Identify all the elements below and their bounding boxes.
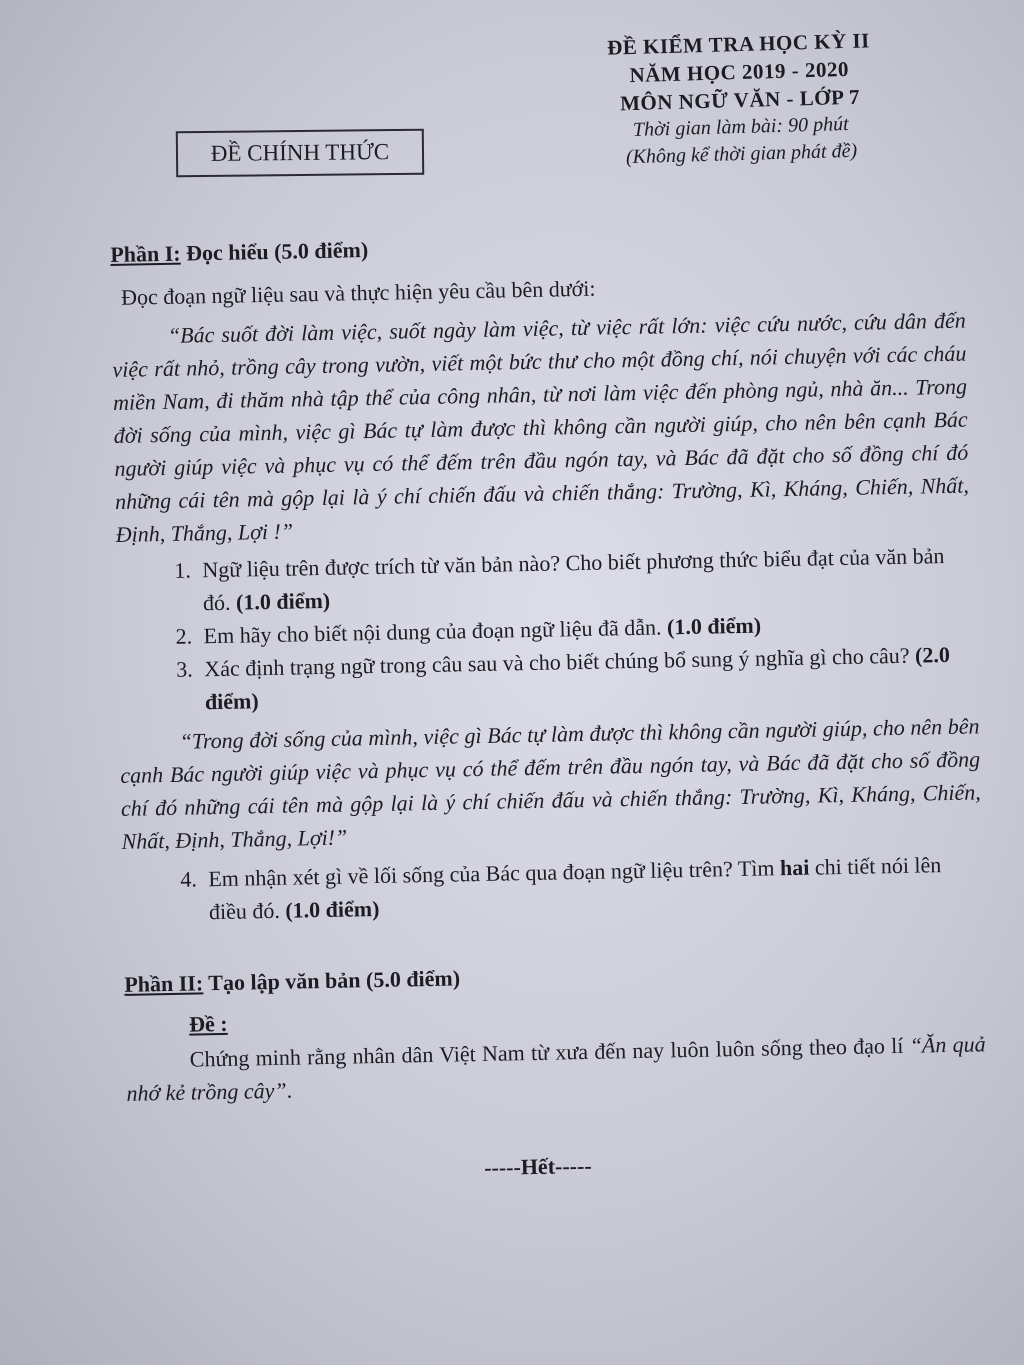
header-school-year: NĂM HỌC 2019 - 2020 <box>629 56 850 88</box>
question-list <box>116 538 979 719</box>
question-text-rest: chi tiết nói lên điều đó. <box>208 852 942 925</box>
essay-prompt-end: . <box>286 1077 293 1103</box>
part1-title <box>110 221 970 271</box>
part1-title-label: Phần I: <box>110 240 181 267</box>
essay-prompt <box>125 1027 986 1109</box>
end-mark: -----Hết----- <box>483 1152 592 1180</box>
exam-content <box>110 221 989 1212</box>
question-text: Xác định trạng ngữ trong câu sau và cho biết chúng bổ sung ý nghĩa gì cho câu? <box>204 642 916 682</box>
part2-title-text: Tạo lập văn bản (5.0 điểm) <box>202 965 461 996</box>
exam-header <box>558 25 922 173</box>
question-points: (2.0 điểm) <box>204 641 951 715</box>
official-label-box <box>176 129 424 178</box>
question-points: (1.0 điểm) <box>285 895 380 923</box>
quoted-sentence: “Trong đời sống của mình, việc gì Bác tự làm được thì không cần người giúp, cho nên bên cạnh Bác người giúp việc và phục vụ có thể đếm trên đầu ngón tay, và Bác đã đặt cho số đồng chí đó những cái tên mà gộp lại là ý chí chiến đấu và chiến thắng: Trường, Kì, Kháng, Chiến, Nhất, Định, Thắng, Lợi!” <box>120 713 982 854</box>
part1-title-text: Đọc hiểu (5.0 điểm) <box>180 237 369 266</box>
essay-prompt-quote: “Ăn quả nhớ kẻ trồng cây” <box>126 1031 986 1106</box>
part2-title <box>124 951 984 1001</box>
part1-intro: Đọc đoạn ngữ liệu sau và thực hiện yêu cầu bên dưới: <box>120 275 596 310</box>
header-note: (Không kể thời gian phát đề) <box>625 139 858 169</box>
header-title: ĐỀ KIỂM TRA HỌC KỲ II <box>606 28 871 60</box>
question-points: (1.0 điểm) <box>235 587 331 615</box>
essay-prompt-text: Chứng minh rằng nhân dân Việt Nam từ xưa đến nay luôn luôn sống theo đạo lí <box>189 1032 910 1072</box>
header-time: Thời gian làm bài: 90 phút <box>632 112 849 141</box>
question-text: Em hãy cho biết nội dung của đoạn ngữ liệu đã dẫn. <box>203 614 668 649</box>
header-subject: MÔN NGỮ VĂN - LỚP 7 <box>619 84 861 116</box>
essay-prompt-label: Đề : <box>188 1010 228 1037</box>
question-text: Em nhận xét gì về lối sống của Bác qua đoạn ngữ liệu trên? Tìm <box>208 855 781 892</box>
question-list-continued <box>122 847 983 929</box>
official-label: ĐỀ CHÍNH THỨC <box>210 139 390 166</box>
part2-title-label: Phần II: <box>124 970 204 997</box>
reading-passage: “Bác suốt đời làm việc, suốt ngày làm việc, từ việc rất lớn: việc cứu nước, cứu dân đến việc rất nhỏ, trồng cây trong vườn, viết một bức thư cho một đồng chí, nói chuyện với các cháu miền Nam, đi thăm nhà tập thể của công nhân, từ nơi làm việc đến phòng ngủ, nhà ăn... Trong đời sống của mình, việc gì Bác tự làm được thì không cần người giúp, cho nên bên cạnh Bác người giúp việc và phục vụ có thể đếm trên đầu ngón tay, và Bác đã đặt cho số đồng chí đó những cái tên mà gộp lại là ý chí chiến đấu và chiến thắng: Trường, Kì, Kháng, Chiến, Nhất, Định, Thắng, Lợi !” <box>112 307 970 547</box>
question-text: Ngữ liệu trên được trích từ văn bản nào? Cho biết phương thức biểu đạt của văn bản đó. <box>202 543 945 616</box>
question-3 <box>198 637 979 718</box>
question-emphasis: hai <box>779 854 810 881</box>
question-points: (1.0 điểm) <box>666 612 762 640</box>
question-4 <box>202 847 983 928</box>
